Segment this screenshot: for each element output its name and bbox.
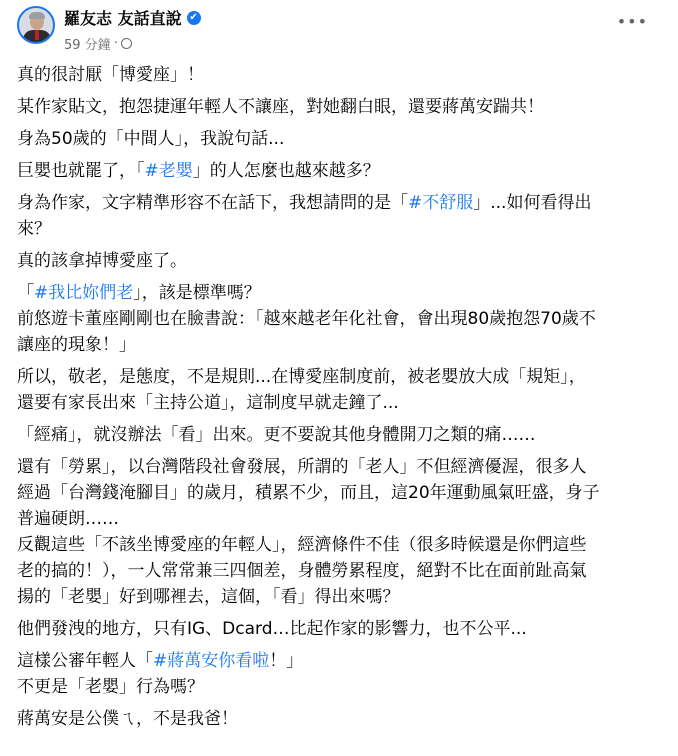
more-options-icon[interactable]: ••• [616,12,648,31]
text-segment: 還要有家長出來「主持公道」，這制度早就走鐘了... [17,393,399,413]
text-segment: 巨嬰也就罷了，「 [17,161,145,181]
text-line [17,248,667,274]
text-segment: 「 [17,283,34,303]
text-line [17,364,667,390]
avatar-tie [35,30,39,40]
verified-badge-icon: ✔ [187,11,201,25]
text-segment: 真的該拿掉博愛座了。 [17,251,187,271]
author-name-row [64,6,201,29]
post-paragraph [17,94,667,120]
text-line [17,422,667,448]
post-paragraph [17,648,667,700]
text-line [17,390,667,416]
text-line [17,616,667,642]
text-segment: 讓座的現象！」 [17,335,136,355]
post-paragraph [17,158,667,184]
text-line [17,280,667,306]
text-segment: 「經痛」，就沒辦法「看」出來。更不要說其他身體開刀之類的痛…… [17,425,536,445]
globe-icon [121,38,132,49]
text-line [17,558,667,584]
text-segment: 他們發洩的地方，只有IG、Dcard…比起作家的影響力，也不公平... [17,619,527,639]
text-segment: 」，該是標準嗎？ [133,283,261,303]
text-line [17,706,667,732]
post-body [17,62,667,738]
post-paragraph [17,280,667,358]
text-segment: ！」 [269,651,304,671]
text-segment: 來？ [17,219,51,239]
post-paragraph [17,364,667,416]
post-meta [64,34,132,53]
text-segment: 老的搞的！），一人常常兼三四個差，身體勞累程度，絕對不比在面前趾高氣 [17,561,587,581]
post-paragraph [17,616,667,642]
meta-separator: · [113,36,118,51]
text-line [17,648,667,674]
text-line [17,62,667,88]
text-segment: 經過「台灣錢淹腳目」的歲月，積累不少，而且，這20年運動風氣旺盛，身子 [17,483,600,503]
text-segment: 所以，敬老，是態度，不是規則...在博愛座制度前，被老嬰放大成「規矩」， [17,367,586,387]
hashtag-link[interactable]: #我比妳們老 [34,283,134,303]
post-timestamp[interactable]: 59 分鐘 [64,38,111,53]
text-segment: 這樣公審年輕人「 [17,651,153,671]
text-line [17,158,667,184]
avatar-hair [29,12,45,19]
text-line [17,506,667,532]
hashtag-link[interactable]: #老嬰 [144,161,193,181]
text-line [17,126,667,152]
post-paragraph [17,248,667,274]
text-segment: 」...如何看得出 [473,193,592,213]
text-line [17,190,667,216]
post-paragraph [17,62,667,88]
text-segment: 身為50歲的「中間人」，我說句話... [17,129,285,149]
hashtag-link[interactable]: #不舒服 [408,193,474,213]
post-paragraph [17,190,667,242]
text-line [17,332,667,358]
text-line [17,94,667,120]
text-line [17,216,667,242]
hashtag-link[interactable]: #蔣萬安你看啦 [153,651,270,671]
text-segment: 」的人怎麼也越來越多？ [192,161,380,181]
text-line [17,480,667,506]
post-paragraph [17,422,667,448]
text-segment: 還有「勞累」，以台灣階段社會發展，所謂的「老人」不但經濟優渥，很多人 [17,457,587,477]
text-segment: 某作家貼文，抱怨捷運年輕人不讓座，對她翻白眼，還要蔣萬安踹共！ [17,97,544,117]
post-paragraph [17,454,667,610]
text-segment: 前悠遊卡董座剛剛也在臉書說：「越來越老年化社會，會出現80歲抱怨70歲不 [17,309,596,329]
text-line [17,674,667,700]
text-line [17,532,667,558]
text-segment: 蔣萬安是公僕ㄟ，不是我爸！ [17,709,238,729]
text-segment: 身為作家，文字精準形容不在話下，我想請問的是「 [17,193,408,213]
text-segment: 真的很討厭「博愛座」！ [17,65,204,85]
author-name[interactable]: 羅友志 友話直說 [64,9,182,28]
text-segment: 普遍硬朗…… [17,509,119,529]
text-segment: 揚的「老嬰」好到哪裡去，這個，「看」得出來嗎？ [17,587,400,607]
text-line [17,454,667,480]
text-segment: 反觀這些「不該坐博愛座的年輕人」，經濟條件不佳（很多時候還是你們這些 [17,535,587,555]
post-paragraph [17,126,667,152]
post-paragraph [17,706,667,732]
text-line [17,584,667,610]
text-segment: 不更是「老嬰」行為嗎？ [17,677,204,697]
author-avatar[interactable] [17,6,55,44]
text-line [17,306,667,332]
